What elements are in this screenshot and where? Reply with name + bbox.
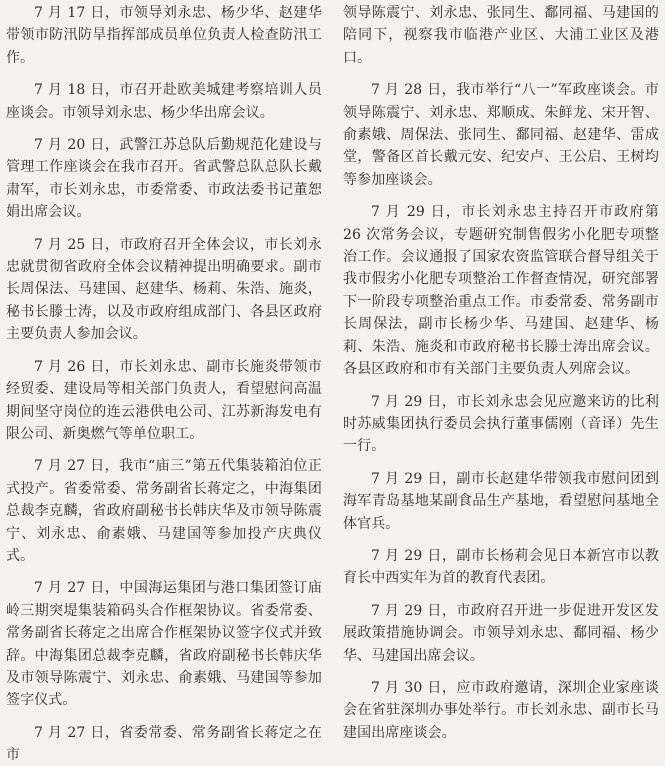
entry-right-4: 7 月 29 日，市长刘永忠会见应邀来访的比利时苏威集团执行委员会执行董事儒刚（音译）先生一行。	[343, 393, 659, 455]
entry-left-4: 7 月 25 日，市政府召开全体会议，市长刘永忠就贯彻省政府全体会议精神提出明确要求。副市长周保法、马建国、赵建华、杨莉、朱浩、施炎，秘书长滕士涛，以及市政府组成部门、各县区政府主要负责人参加会议。	[6, 236, 322, 343]
entry-left-6: 7 月 27 日，我市“庙三”第五代集装箱泊位正式投产。省委常委、常务副省长蒋定之，中海集团总裁李克麟，省政府副秘书长韩庆华及市领导陈震宁、刘永忠、俞素娥、马建国等参加投产庆典仪式。	[6, 458, 322, 564]
entry-left-8: 7 月 27 日，省委常委、常务副省长蒋定之在市	[6, 724, 322, 764]
entry-left-3: 7 月 20 日，武警江苏总队后勤规范化建设与管理工作座谈会在我市召开。省武警总队总队长戴肃军，市长刘永忠，市委常委、市政法委书记董恕娟出席会议。	[6, 137, 322, 221]
entry-right-7: 7 月 29 日，市政府召开进一步促进开发区发展政策措施协调会。市领导刘永忠、鄱同福、杨少华、马建国出席会议。	[343, 602, 659, 664]
entry-right-8: 7 月 30 日，应市政府邀请，深圳企业家座谈会在省驻深圳办事处举行。市长刘永忠、副市长马建国出席座谈会。	[343, 679, 659, 741]
entry-left-5: 7 月 26 日，市长刘永忠、副市长施炎带领市经贸委、建设局等相关部门负责人，看望慰问高温期间坚守岗位的连云港供电公司、江苏新海发电有限公司、新奥燃气等单位职工。	[6, 358, 322, 442]
left-column	[6, 0, 324, 766]
entry-right-3: 7 月 29 日，市长刘永忠主持召开市政府第 26 次常务会议，专题研究制售假劣小化肥专项整治工作。会议通报了国家农资监管联合督导组关于我市假劣小化肥专项整治工作督查情况，研究部署下一阶段专项整治重点工作。市委常委、常务副市长周保法，副市长杨少华、马建国、赵建华、杨莉、朱浩、施炎和市政府秘书长滕士涛出席会议。各县区政府和市有关部门主要负责人列席会议。	[343, 204, 659, 378]
entry-left-2: 7 月 18 日，市召开赴欧美城建考察培训人员座谈会。市领导刘永忠、杨少华出席会议。	[6, 82, 322, 121]
entry-right-5: 7 月 29 日，副市长赵建华带领我市慰问团到海军青岛基地某副食品生产基地，看望慰问基地全体官兵。	[343, 470, 659, 532]
entry-right-6: 7 月 29 日，副市长杨莉会见日本新宫市以教育长中西实年为首的教育代表团。	[343, 547, 659, 587]
entry-left-7: 7 月 27 日，中国海运集团与港口集团签订庙岭三期突堤集装箱码头合作框架协议。省委常委、常务副省长蒋定之出席合作框架协议签字仪式并致辞。中海集团总裁李克麟，省政府副秘书长韩庆华及市领导陈震宁、刘永忠、俞素娥、马建国等参加签字仪式。	[6, 580, 322, 709]
right-column	[341, 0, 659, 766]
entry-right-2: 7 月 28 日，我市举行“八一”军政座谈会。市领导陈震宁、刘永忠、郑顺成、朱鲜龙、宋开智、俞素娥、周保法、张同生、鄱同福、赵建华、雷成堂，警备区首长戴元安、纪安卢、王公启、王树均等参加座谈会。	[343, 82, 659, 188]
entry-left-1: 7 月 17 日，市领导刘永忠、杨少华、赵建华带领市防汛防旱指挥部成员单位负责人检查防汛工作。	[6, 5, 322, 66]
entry-right-1: 领导陈震宁、刘永忠、张同生、鄱同福、马建国的陪同下，视察我市临港产业区、大浦工业区及港口。	[343, 5, 659, 66]
